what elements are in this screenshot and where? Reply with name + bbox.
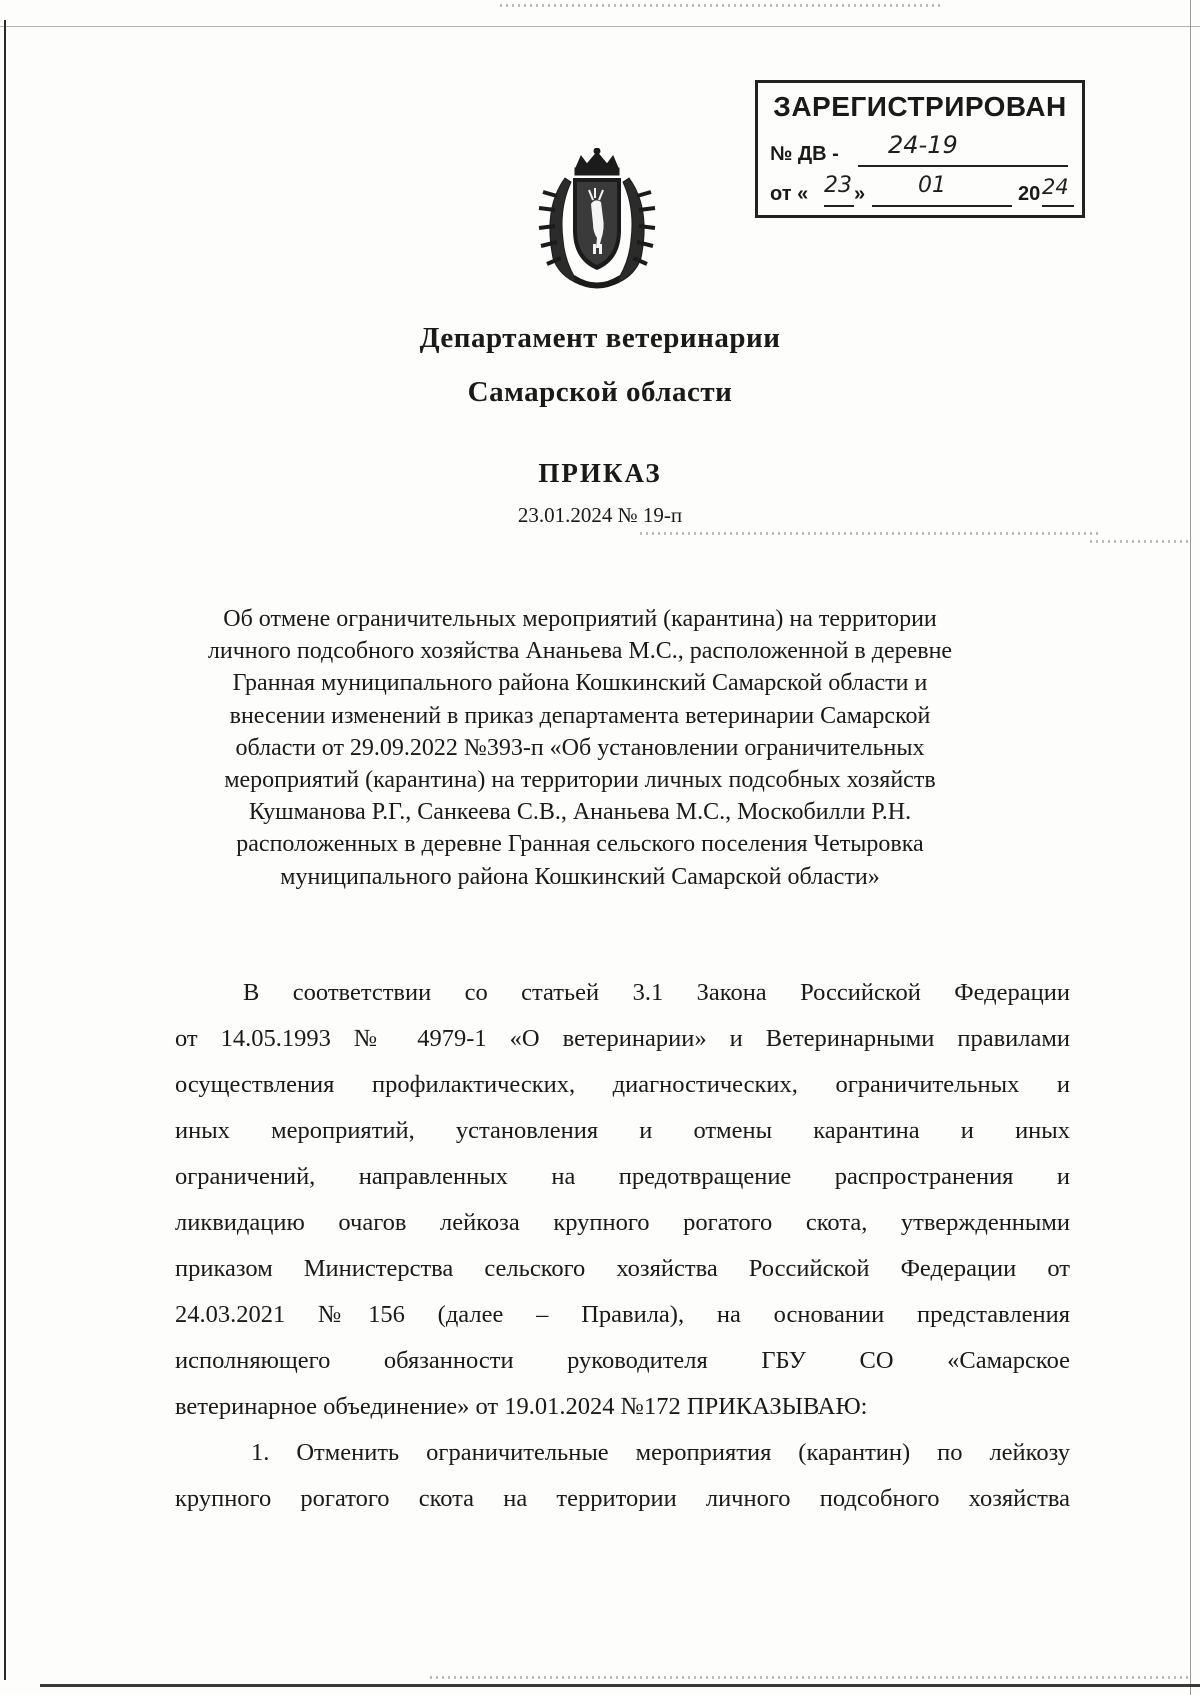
order-subject <box>130 603 1030 893</box>
page-edge-right <box>1190 0 1191 1695</box>
registration-stamp <box>755 80 1085 218</box>
stamp-date-quote: » <box>854 183 866 205</box>
page-edge-bottom <box>40 1684 1200 1687</box>
stamp-title: ЗАРЕГИСТРИРОВАН <box>773 91 1067 122</box>
scan-noise <box>500 4 940 7</box>
stamp-year-prefix: 20 <box>1018 183 1041 205</box>
body-line: В соответствии со статьей 3.1 Закона Российской Федерации <box>243 979 1070 1006</box>
subject-line: внесении изменений в приказ департамента ветеринарии Самарской <box>229 702 931 729</box>
body-line: ветеринарное объединение» от 19.01.2024 №172 ПРИКАЗЫВАЮ: <box>175 1393 868 1420</box>
subject-line: мероприятий (карантина) на территории личных подсобных хозяйств <box>224 766 936 793</box>
subject-line: муниципального района Кошкинский Самарской области» <box>280 863 880 890</box>
page-edge-top <box>0 26 1200 27</box>
stamp-year-handwritten: 24 <box>1042 175 1069 199</box>
stamp-number-handwritten: 24-19 <box>888 131 958 159</box>
stamp-number-label: № ДВ - <box>770 143 839 165</box>
body-line: осуществления профилактических, диагностических, ограничительных и <box>175 1071 1070 1098</box>
stamp-year-underline <box>1042 205 1074 207</box>
body-line: 1. Отменить ограничительные мероприятия (карантин) по лейкозу <box>251 1439 1070 1466</box>
stamp-day-handwritten: 23 <box>824 173 852 198</box>
subject-line: Об отмене ограничительных мероприятий (карантина) на территории <box>223 606 937 632</box>
subject-line: Гранная муниципального района Кошкинский Самарской области и <box>232 670 928 697</box>
scan-noise <box>430 1676 1190 1679</box>
order-title: ПРИКАЗ <box>538 458 662 488</box>
scan-noise <box>1090 540 1190 543</box>
department-name-line1: Департамент ветеринарии <box>419 322 781 354</box>
body-line: от 14.05.1993 № 4979-1 «О ветеринарии» и Ветеринарными правилами <box>175 1025 1070 1052</box>
body-line: ограничений, направленных на предотвращение распространения и <box>175 1163 1070 1190</box>
order-number: 23.01.2024 № 19-п <box>517 503 683 527</box>
samara-coat-of-arms-icon <box>535 148 659 290</box>
stamp-month-underline <box>872 205 1012 207</box>
order-body <box>175 970 1070 1522</box>
subject-line: расположенных в деревне Гранная сельского поселения Четыровка <box>236 831 924 858</box>
body-line: 24.03.2021 №156 (далее – Правила), на основании представления <box>175 1301 1070 1328</box>
scan-noise <box>640 532 1100 535</box>
stamp-day-underline <box>824 205 854 207</box>
body-line: исполняющего обязанности руководителя ГБУ СО «Самарское <box>175 1347 1070 1374</box>
body-line: иных мероприятий, установления и отмены карантина и иных <box>175 1117 1070 1144</box>
body-line: крупного рогатого скота на территории личного подсобного хозяйства <box>175 1485 1070 1512</box>
stamp-date-label: от « <box>770 183 809 205</box>
stamp-number-underline <box>858 165 1068 167</box>
body-line: ликвидацию очагов лейкоза крупного рогатого скота, утвержденными <box>175 1209 1070 1236</box>
page-edge-left <box>4 20 6 1680</box>
subject-line: личного подсобного хозяйства Ананьева М.С., расположенной в деревне <box>207 638 953 665</box>
department-name-line2: Самарской области <box>467 376 733 408</box>
body-line: приказом Министерства сельского хозяйства Российской Федерации от <box>175 1255 1070 1282</box>
subject-line: области от 29.09.2022 №393-п «Об установлении ограничительных <box>235 734 925 761</box>
subject-line: Кушманова Р.Г., Санкеева С.В., Ананьева М.С., Москобилли Р.Н. <box>248 799 912 826</box>
stamp-month-handwritten: 01 <box>918 173 946 198</box>
